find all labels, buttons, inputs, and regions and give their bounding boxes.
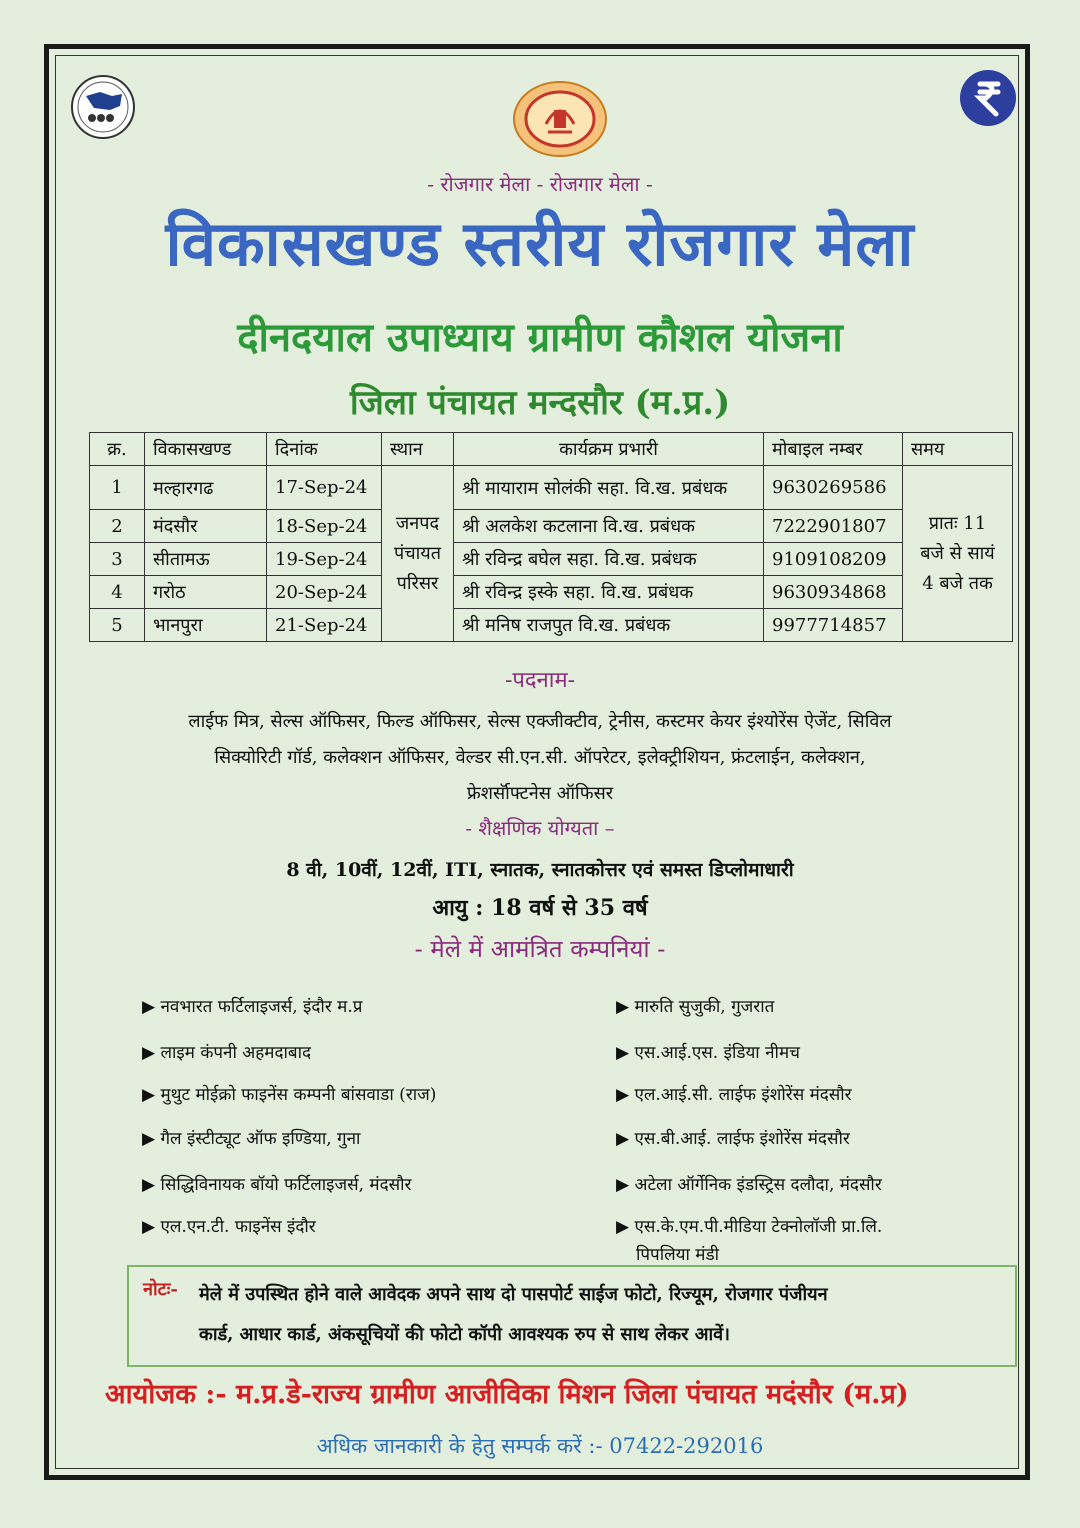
rupee-logo-icon (958, 68, 1018, 128)
company-item: ▶ गैल इंस्टीट्यूट ऑफ इण्डिया, गुना (142, 1129, 361, 1149)
note-label: नोटः- (143, 1279, 178, 1300)
company-item: ▶ एस.आई.एस. इंडिया नीमच (616, 1043, 800, 1063)
cell-incharge: श्री मायाराम सोलंकी सहा. वि.ख. प्रबंधक (454, 466, 764, 510)
bullet-icon: ▶ (142, 1129, 156, 1149)
bullet-icon: ▶ (616, 1175, 630, 1195)
qualification-text: 8 वी, 10वीं, 12वीं, ITI, स्नातक, स्नातकोत्तर एवं समस्त डिप्लोमाधारी (286, 859, 794, 881)
cell-incharge: श्री रविन्द्र इस्के सहा. वि.ख. प्रबंधक (454, 576, 764, 609)
positions-line: फ्रेशर्सॉफ्टनेस ऑफिसर (466, 783, 614, 804)
table-row (90, 510, 1013, 543)
cell-serial: 1 (90, 466, 145, 510)
cell-serial: 4 (90, 576, 145, 609)
scheme-title: दीनदयाल उपाध्याय ग्रामीण कौशल योजना (237, 314, 843, 361)
schedule-table (89, 432, 1013, 642)
col-date: दिनांक (267, 433, 382, 466)
time-line: प्रातः 11 (928, 512, 987, 534)
table-row (90, 609, 1013, 642)
organiser-text: आयोजक :- म.प्र.डे-राज्य ग्रामीण आजीविका मिशन जिला पंचायत मदंसौर (म.प्र) (105, 1379, 909, 1410)
col-time: समय (903, 433, 1013, 466)
companies-heading: - मेले में आमंत्रित कम्पनियां - (414, 935, 666, 963)
table-row (90, 466, 1013, 510)
bullet-icon: ▶ (142, 1217, 156, 1237)
company-item: ▶ एल.एन.टी. फाइनेंस इंदौर (142, 1217, 316, 1237)
bullet-icon: ▶ (142, 997, 156, 1017)
cell-serial: 3 (90, 543, 145, 576)
cell-date: 18-Sep-24 (267, 510, 382, 543)
table-row (90, 576, 1013, 609)
bullet-icon: ▶ (142, 1043, 156, 1063)
company-item: ▶ एस.बी.आई. लाईफ इंशोरेंस मंदसौर (616, 1129, 850, 1149)
cell-block: गरोठ (145, 576, 267, 609)
cell-date: 17-Sep-24 (267, 466, 382, 510)
bullet-icon: ▶ (142, 1175, 156, 1195)
cell-block: मल्हारगढ (145, 466, 267, 510)
company-item: ▶ एल.आई.सी. लाईफ इंशोरेंस मंदसौर (616, 1085, 852, 1105)
cell-date: 19-Sep-24 (267, 543, 382, 576)
age-limit: आयु : 18 वर्ष से 35 वर्ष (432, 895, 648, 921)
bullet-icon: ▶ (142, 1085, 156, 1105)
page-title: विकासखण्ड स्तरीय रोजगार मेला (165, 207, 915, 280)
district-title: जिला पंचायत मन्दसौर (म.प्र.) (349, 383, 731, 423)
note-box (127, 1265, 1017, 1367)
qualification-heading: - शैक्षणिक योग्यता – (465, 816, 615, 840)
bullet-icon: ▶ (616, 1085, 630, 1105)
cell-incharge: श्री अलकेश कटलाना वि.ख. प्रबंधक (454, 510, 764, 543)
bullet-icon: ▶ (616, 1043, 630, 1063)
cell-mobile: 9109108209 (764, 543, 903, 576)
mp-government-seal-icon (512, 80, 608, 158)
col-incharge: कार्यक्रम प्रभारी (454, 433, 764, 466)
positions-line: लाईफ मित्र, सेल्स ऑफिसर, फिल्ड ऑफिसर, सेल्स एक्जीक्टीव, ट्रेनीस, कस्टमर केयर इंश्योरेंस ऐजेंट, सिविल (188, 711, 892, 732)
note-line: मेले में उपस्थित होने वाले आवेदक अपने साथ दो पासपोर्ट साईज फोटो, रिज्यूम, रोजगार पंजीयन (199, 1284, 828, 1305)
cell-date: 21-Sep-24 (267, 609, 382, 642)
cell-mobile: 7222901807 (764, 510, 903, 543)
cell-mobile: 9630269586 (764, 466, 903, 510)
company-item: ▶ लाइम कंपनी अहमदाबाद (142, 1043, 312, 1063)
col-serial: क्र. (90, 433, 145, 466)
bullet-icon: ▶ (616, 997, 630, 1017)
company-item: ▶ नवभारत फर्टिलाइजर्स, इंदौर म.प्र (142, 997, 363, 1017)
company-item: ▶ मारुति सुजुकी, गुजरात (616, 997, 775, 1017)
company-item: ▶ मुथुट मोईक्रो फाइनेंस कम्पनी बांसवाडा (राज) (142, 1085, 437, 1105)
contact-info: अधिक जानकारी के हेतु सम्पर्क करें :- 07422-292016 (316, 1434, 764, 1458)
nrlm-emblem-icon (70, 74, 136, 140)
venue-line: परिसर (396, 572, 439, 594)
table-header-row (90, 433, 1013, 466)
cell-mobile: 9977714857 (764, 609, 903, 642)
company-item-continued: पिपलिया मंडी (636, 1245, 719, 1265)
cell-incharge: श्री मनिष राजपुत वि.ख. प्रबंधक (454, 609, 764, 642)
col-venue: स्थान (382, 433, 454, 466)
company-item: ▶ अटेला ऑर्गेनिक इंडस्ट्रिस दलौदा, मंदसौर (616, 1175, 882, 1195)
col-mobile: मोबाइल नम्बर (764, 433, 903, 466)
positions-line: सिक्योरिटी गॉर्ड, कलेक्शन ऑफिसर, वेल्डर सी.एन.सी. ऑपरेटर, इलेक्ट्रीशियन, फ्रंटलाईन, कलेक्शन, (214, 747, 866, 768)
venue-line: जनपद (395, 512, 440, 534)
venue-line: पंचायत (393, 542, 442, 564)
event-subtitle: - रोजगार मेला - रोजगार मेला - (427, 172, 653, 196)
cell-block: सीतामऊ (145, 543, 267, 576)
table-row (90, 543, 1013, 576)
cell-time (903, 466, 1013, 642)
time-line: 4 बजे तक (922, 572, 993, 594)
note-text (199, 1275, 999, 1355)
company-item: ▶ सिद्धिविनायक बॉयो फर्टिलाइजर्स, मंदसौर (142, 1175, 412, 1195)
cell-serial: 2 (90, 510, 145, 543)
cell-venue (382, 466, 454, 642)
bullet-icon: ▶ (616, 1217, 630, 1237)
note-line: कार्ड, आधार कार्ड, अंकसूचियों की फोटो कॉपी आवश्यक रुप से साथ लेकर आवें। (199, 1324, 730, 1345)
time-line: बजे से सायं (920, 542, 995, 564)
cell-block: मंदसौर (145, 510, 267, 543)
cell-serial: 5 (90, 609, 145, 642)
bullet-icon: ▶ (616, 1129, 630, 1149)
col-block: विकासखण्ड (145, 433, 267, 466)
cell-incharge: श्री रविन्द्र बघेल सहा. वि.ख. प्रबंधक (454, 543, 764, 576)
cell-date: 20-Sep-24 (267, 576, 382, 609)
cell-block: भानपुरा (145, 609, 267, 642)
cell-mobile: 9630934868 (764, 576, 903, 609)
company-item: ▶ एस.के.एम.पी.मीडिया टेक्नोलॉजी प्रा.लि. (616, 1217, 883, 1237)
positions-heading: -पदनाम- (504, 668, 576, 693)
